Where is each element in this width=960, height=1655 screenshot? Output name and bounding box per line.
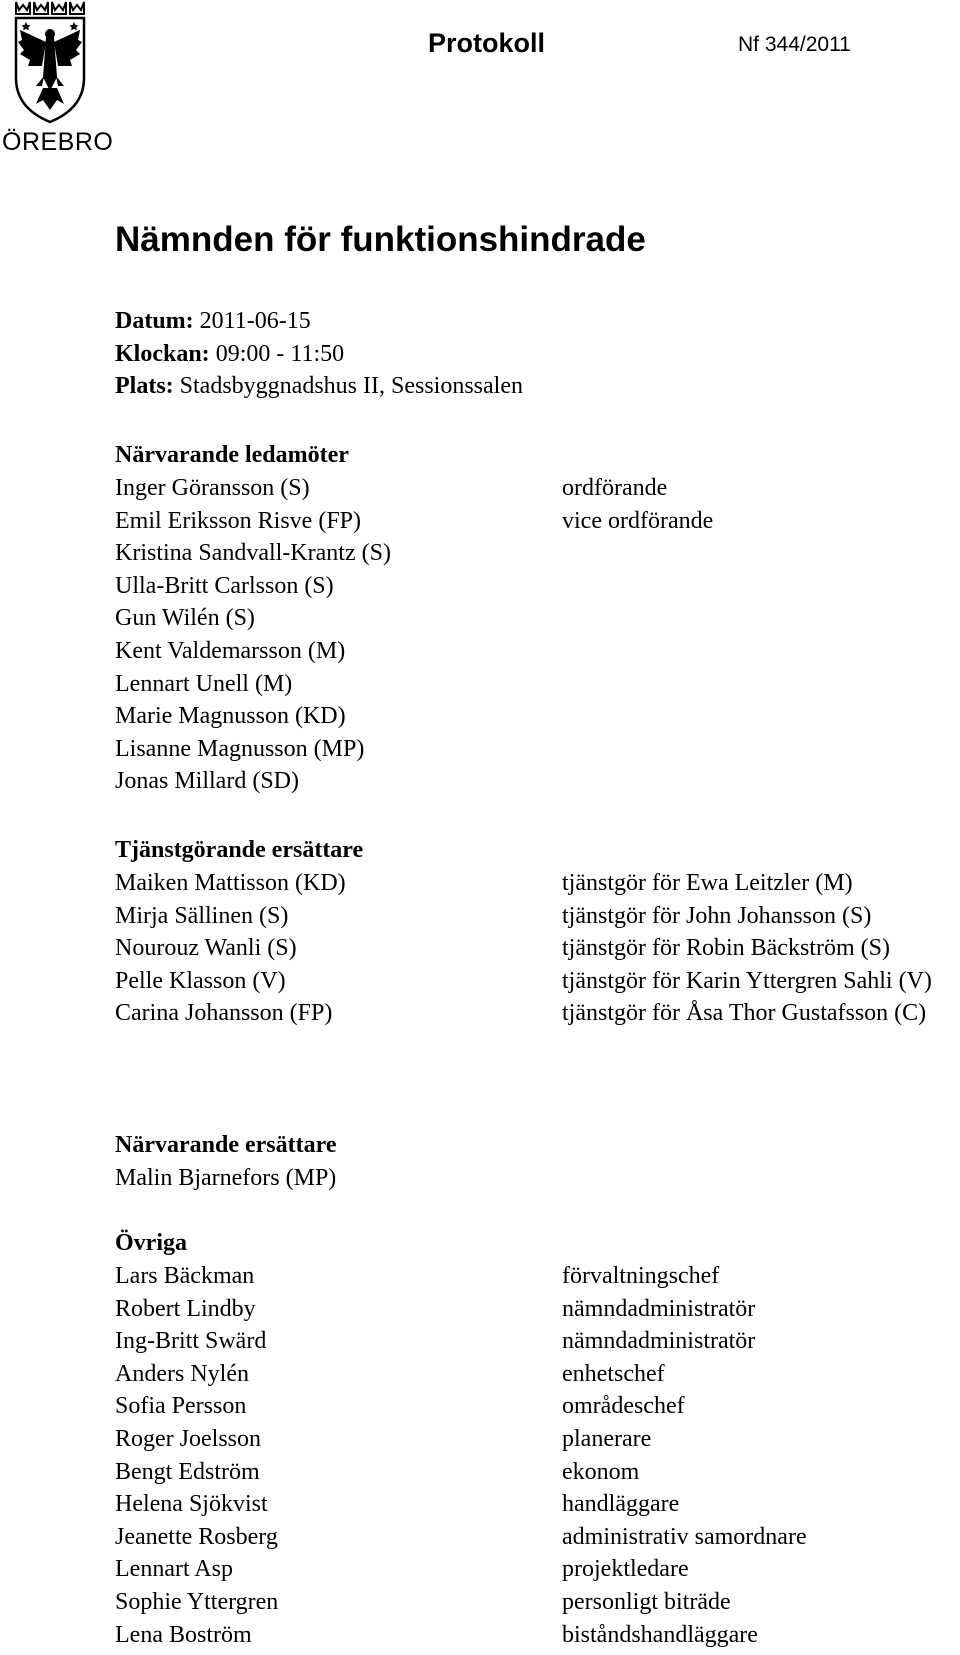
attendee-name: Bengt Edström: [115, 1458, 260, 1485]
attendee-role: [562, 602, 945, 635]
meta-datum-value: 2011-06-15: [193, 308, 311, 334]
attendee-row: [115, 1553, 945, 1586]
attendee-name: Malin Bjarnefors (MP): [115, 1165, 337, 1191]
attendee-row: [115, 733, 945, 766]
attendee-role: förvaltningschef: [562, 1263, 720, 1289]
attendee-role: tjänstgör för Robin Bäckström (S): [562, 935, 890, 962]
attendee-row: [115, 1325, 945, 1358]
section-narvarande-ledamoter: [115, 439, 945, 798]
attendee-row: [115, 1358, 945, 1391]
attendee-name: Marie Magnusson (KD): [115, 703, 346, 730]
section-narvarande-ersattare: [115, 1129, 945, 1195]
attendee-role: nämndadministratör: [562, 1295, 756, 1322]
attendee-row: [115, 472, 945, 505]
attendee-row: [115, 932, 945, 965]
attendee-role: ordförande: [562, 475, 668, 501]
attendee-role: områdeschef: [562, 1393, 685, 1420]
attendee-name: Jonas Millard (SD): [115, 768, 299, 795]
attendee-role: ekonom: [562, 1458, 640, 1485]
attendee-row: [115, 1456, 945, 1489]
attendee-row: [115, 1162, 945, 1195]
attendee-name: Kent Valdemarsson (M): [115, 637, 346, 664]
attendee-row: [115, 1521, 945, 1554]
meeting-meta: [115, 305, 523, 403]
document-number: Nf 344/2011: [738, 33, 851, 56]
attendee-name: Lars Bäckman: [115, 1263, 255, 1289]
meta-plats: [115, 370, 523, 403]
attendee-row: [115, 1488, 945, 1521]
attendee-role: administrativ samordnare: [562, 1523, 807, 1550]
attendee-row: [115, 700, 945, 733]
attendee-row: [115, 668, 945, 701]
section-ovriga: [115, 1227, 945, 1651]
attendee-name: Sofia Persson: [115, 1393, 247, 1420]
meta-klockan: [115, 338, 523, 371]
meta-plats-label: Plats:: [115, 373, 174, 400]
coat-of-arms-eagle-icon: [12, 0, 88, 125]
section-tjanstgorande-ersattare: [115, 834, 945, 1030]
attendee-role: enhetschef: [562, 1360, 665, 1387]
attendee-row: [115, 900, 945, 933]
attendee-role: [562, 635, 945, 668]
attendee-name: Emil Eriksson Risve (FP): [115, 507, 362, 534]
section-heading: Tjänstgörande ersättare: [115, 837, 364, 863]
attendee-name: Maiken Mattisson (KD): [115, 870, 346, 896]
attendee-name: Gun Wilén (S): [115, 605, 255, 632]
attendee-role: tjänstgör för John Johansson (S): [562, 902, 872, 929]
attendee-name: Sophie Yttergren: [115, 1588, 279, 1615]
attendee-name: Nourouz Wanli (S): [115, 935, 297, 962]
attendee-list: [115, 1260, 945, 1651]
attendee-list: [115, 867, 945, 1030]
meta-klockan-value: 09:00 - 11:50: [209, 340, 345, 367]
attendee-role: [562, 733, 945, 766]
attendee-role: [562, 668, 945, 701]
attendee-row: [115, 1260, 945, 1293]
attendee-row: [115, 867, 945, 900]
attendee-row: [115, 1293, 945, 1326]
attendee-row: [115, 602, 945, 635]
attendee-row: [115, 1390, 945, 1423]
section-heading: Närvarande ersättare: [115, 1132, 337, 1158]
attendee-role: personligt biträde: [562, 1588, 731, 1615]
attendee-name: Helena Sjökvist: [115, 1491, 268, 1518]
attendee-name: Carina Johansson (FP): [115, 1000, 333, 1027]
attendee-row: [115, 1586, 945, 1619]
attendee-role: tjänstgör för Åsa Thor Gustafsson (C): [562, 1000, 927, 1027]
attendee-name: Jeanette Rosberg: [115, 1523, 278, 1550]
attendee-row: [115, 1423, 945, 1456]
attendee-role: handläggare: [562, 1491, 680, 1518]
attendee-name: Roger Joelsson: [115, 1425, 261, 1452]
attendee-role: projektledare: [562, 1556, 689, 1583]
attendee-name: Pelle Klasson (V): [115, 967, 286, 994]
attendee-list: [115, 472, 945, 798]
attendee-role: [562, 700, 945, 733]
attendee-name: Lennart Unell (M): [115, 670, 293, 697]
attendee-row: [115, 997, 945, 1030]
section-heading: Närvarande ledamöter: [115, 442, 349, 468]
document-type: Protokoll: [428, 28, 546, 58]
city-name: ÖREBRO: [2, 128, 114, 156]
meta-datum-label: Datum:: [115, 308, 194, 334]
meta-datum: [115, 305, 523, 338]
attendee-name: Lisanne Magnusson (MP): [115, 735, 365, 762]
orebro-logo: [0, 0, 114, 160]
attendee-row: [115, 505, 945, 538]
attendee-name: Ulla-Britt Carlsson (S): [115, 572, 334, 599]
attendee-name: Lena Boström: [115, 1621, 252, 1648]
attendee-name: Mirja Sällinen (S): [115, 902, 289, 929]
meta-plats-value: Stadsbyggnadshus II, Sessionssalen: [173, 373, 523, 400]
attendee-row: [115, 965, 945, 998]
attendee-role: [562, 537, 945, 570]
attendee-role: nämndadministratör: [562, 1328, 756, 1355]
section-heading: Övriga: [115, 1230, 187, 1256]
meta-klockan-label: Klockan:: [115, 340, 210, 367]
attendee-row: [115, 570, 945, 603]
attendee-role: [562, 570, 945, 603]
attendee-role: tjänstgör för Ewa Leitzler (M): [562, 870, 853, 896]
attendee-role: tjänstgör för Karin Yttergren Sahli (V): [562, 967, 932, 994]
attendee-name: Robert Lindby: [115, 1295, 256, 1322]
attendee-role: planerare: [562, 1425, 652, 1452]
attendee-list: [115, 1162, 945, 1195]
attendee-row: [115, 537, 945, 570]
attendee-name: Inger Göransson (S): [115, 475, 310, 501]
page-title: Nämnden för funktionshindrade: [115, 220, 646, 259]
attendee-row: [115, 1619, 945, 1652]
attendee-name: Kristina Sandvall-Krantz (S): [115, 540, 391, 567]
attendee-name: Anders Nylén: [115, 1360, 249, 1387]
attendee-role: [562, 765, 945, 798]
attendee-role: vice ordförande: [562, 507, 714, 534]
attendee-role: [562, 1162, 945, 1195]
attendee-row: [115, 635, 945, 668]
attendee-row: [115, 765, 945, 798]
attendee-name: Lennart Asp: [115, 1556, 233, 1583]
attendee-name: Ing-Britt Swärd: [115, 1328, 267, 1355]
attendee-role: biståndshandläggare: [562, 1621, 758, 1648]
